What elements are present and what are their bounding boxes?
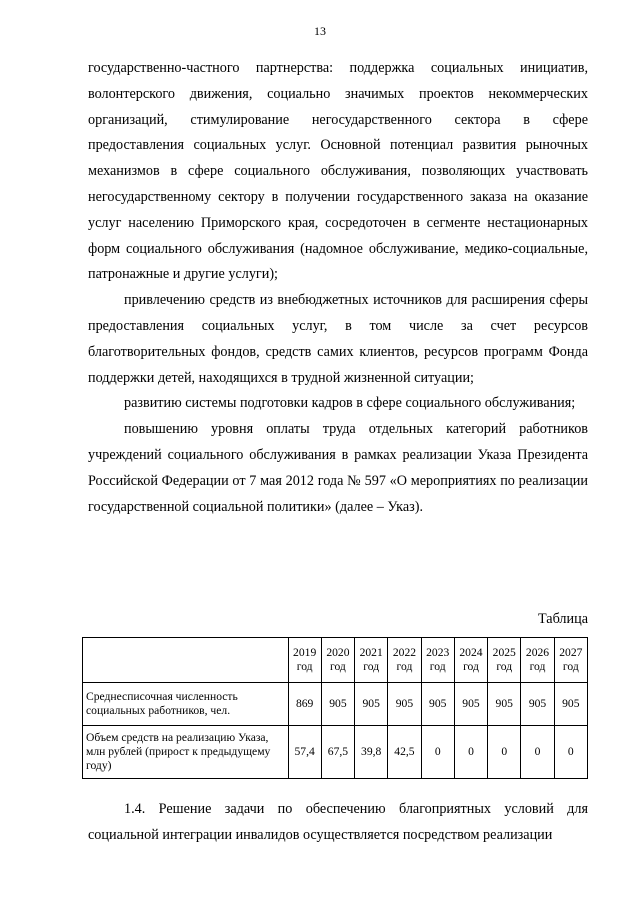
table-cell: 905 <box>554 683 587 726</box>
table-header-year: 2026 год <box>521 638 554 683</box>
paragraph-wages: повышению уровня оплаты труда отдельных категорий работников учреждений социального обслуживания в рамках реализации Указа Президента Российской Федерации от 7 мая 2012 года № 597 «О мероприятиях по реализации государственной социальной политики» (далее – Указ). <box>88 421 588 515</box>
body-text <box>88 56 588 520</box>
table-cell: 0 <box>521 726 554 779</box>
table-cell: 42,5 <box>388 726 421 779</box>
table-header-year: 2024 год <box>454 638 487 683</box>
paragraph-extrabudgetary: привлечению средств из внебюджетных источников для расширения сферы предоставления социальных услуг, в том числе за счет ресурсов благотворительных фондов, средств самих клиентов, ресурсов программ Фонда поддержки детей, находящихся в трудной жизненной ситуации; <box>88 292 588 386</box>
table-cell: 905 <box>421 683 454 726</box>
table-cell: 57,4 <box>288 726 321 779</box>
table-header-year: 2023 год <box>421 638 454 683</box>
table-cell: 905 <box>521 683 554 726</box>
table-row <box>83 683 588 726</box>
body-text-continuation <box>88 797 588 849</box>
table-header-year: 2027 год <box>554 638 587 683</box>
statistics-table <box>82 637 588 779</box>
table-header-row <box>83 638 588 683</box>
table-cell: 869 <box>288 683 321 726</box>
table-header-year: 2020 год <box>321 638 354 683</box>
table-header-year: 2025 год <box>488 638 521 683</box>
table-caption: Таблица <box>537 611 588 627</box>
table-cell: 67,5 <box>321 726 354 779</box>
paragraph-staff-training: развитию системы подготовки кадров в сфере социального обслуживания; <box>124 395 576 412</box>
table-cell: 0 <box>421 726 454 779</box>
table-cell: 0 <box>488 726 521 779</box>
page-number: 13 <box>314 24 326 38</box>
table-cell: 0 <box>454 726 487 779</box>
table-header-year: 2022 год <box>388 638 421 683</box>
table-cell: 0 <box>554 726 587 779</box>
table-cell: 905 <box>355 683 388 726</box>
table-header-year: 2021 год <box>355 638 388 683</box>
paragraph-partnership: государственно-частного партнерства: поддержка социальных инициатив, волонтерского движения, социально значимых проектов некоммерческих организаций, стимулирование негосударственного сектора в сфере предоставления социальных услуг. Основной потенциал развития рыночных механизмов в сфере социального обслуживания, позволяющих участвовать негосударственному сектору в получении государственного заказа на оказание услуг населению Приморского края, сосредоточен в сегменте нестационарных форм социального обслуживания (надомное обслуживание, медико-социальные, патронажные и другие услуги); <box>88 60 588 283</box>
table-cell: 905 <box>321 683 354 726</box>
table-cell: 39,8 <box>355 726 388 779</box>
table-row <box>83 726 588 779</box>
table-row-label: Объем средств на реализацию Указа, млн рублей (прирост к предыдущему году) <box>83 726 289 779</box>
paragraph-section-1-4: 1.4. Решение задачи по обеспечению благоприятных условий для социальной интеграции инвалидов осуществляется посредством реализации <box>88 801 588 843</box>
table-row-label: Среднесписочная численность социальных работников, чел. <box>83 683 289 726</box>
table-header-year: 2019 год <box>288 638 321 683</box>
table-header-label <box>83 638 289 683</box>
table-cell: 905 <box>454 683 487 726</box>
table-cell: 905 <box>488 683 521 726</box>
table-cell: 905 <box>388 683 421 726</box>
